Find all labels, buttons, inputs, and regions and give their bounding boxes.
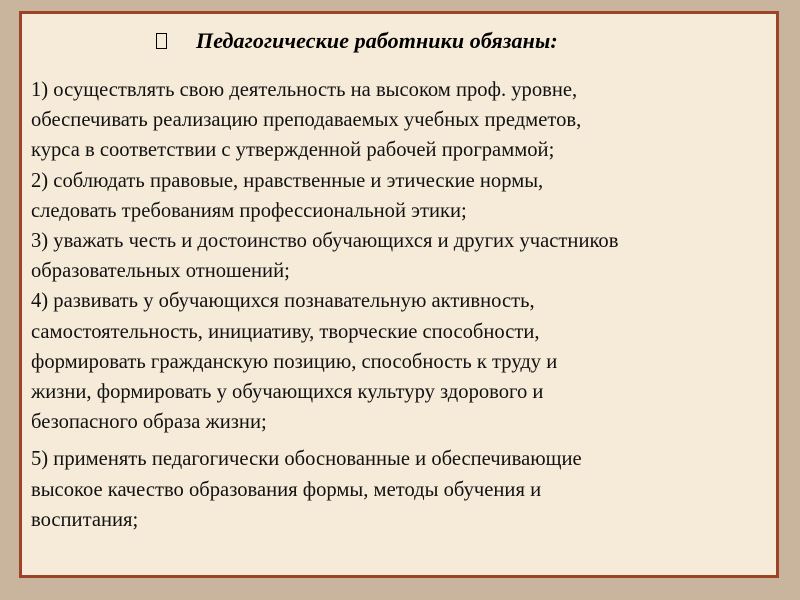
- duty-line: 4) развивать у обучающихся познавательную активность,: [31, 290, 535, 313]
- duty-item-1: [31, 75, 781, 166]
- duty-line: жизни, формировать у обучающихся культуру здорового и: [31, 381, 544, 404]
- duty-item-5: [31, 444, 781, 535]
- duty-line: 3) уважать честь и достоинство обучающихся и других участников: [31, 230, 619, 253]
- duty-line: формировать гражданскую позицию, способность к труду и: [31, 350, 558, 373]
- slide-title-row: [156, 28, 558, 54]
- duty-line: образовательных отношений;: [31, 260, 290, 283]
- duty-item-4: [31, 286, 781, 437]
- duty-line: воспитания;: [31, 508, 139, 531]
- duties-list: [31, 75, 781, 535]
- duty-line: высокое качество образования формы, методы обучения и: [31, 478, 542, 501]
- duty-line: 5) применять педагогически обоснованные и обеспечивающие: [31, 448, 582, 471]
- slide-panel: [19, 11, 779, 578]
- duty-line: обеспечивать реализацию преподаваемых учебных предметов,: [31, 109, 582, 132]
- duty-line: самостоятельность, инициативу, творческие способности,: [31, 320, 540, 343]
- duty-item-3: [31, 226, 781, 286]
- empty-square-bullet-icon: [156, 33, 167, 49]
- duty-line: курса в соответствии с утвержденной рабочей программой;: [31, 139, 555, 162]
- duty-line: следовать требованиям профессиональной этики;: [31, 199, 467, 222]
- duty-line: безопасного образа жизни;: [31, 411, 267, 434]
- duty-item-2: [31, 166, 781, 226]
- slide-title: Педагогические работники обязаны:: [196, 28, 558, 53]
- duty-line: 1) осуществлять свою деятельность на высоком проф. уровне,: [31, 79, 578, 101]
- duty-line: 2) соблюдать правовые, нравственные и этические нормы,: [31, 169, 544, 192]
